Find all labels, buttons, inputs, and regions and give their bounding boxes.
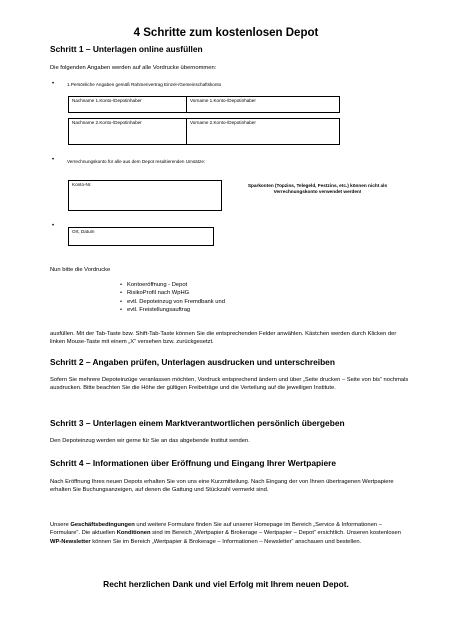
bullet-icon: • [52, 223, 55, 229]
konto-nr-field[interactable]: Konto-Nr. [68, 180, 222, 211]
step1-heading: Schritt 1 – Unterlagen online ausfüllen [50, 44, 203, 54]
step3-text: Den Depoteinzug werden wir gerne für Sie an das abgebende Institut senden. [50, 438, 250, 444]
step2-text: Sofern Sie mehrere Depoteinzüge veranlassen möchten, Vordruck entsprechend ändern und über „Seite drucken – Seite von bis“ nochmals ausdrucken. Bitte beachten Sie die Höhe der gültigen Freibeträge und die Verteilung auf die jeweiligen Institute. [50, 377, 409, 392]
ort-datum-field[interactable]: Ort, Datum [68, 227, 214, 246]
step1-intro: Die folgenden Angaben werden auf alle Vordrucke übernommen: [50, 65, 217, 71]
sparkonten-note: Sparkonten (Topzins, Telegeld, Festzins, etc.) können nicht als Verrechnungskonto verwendet werden! [247, 183, 388, 194]
list-item: • Kontoeröffnung - Depot [120, 281, 225, 289]
konditionen-text: Konditionen [116, 530, 151, 537]
bullet-icon: • [52, 81, 55, 87]
step3-heading: Schritt 3 – Unterlagen einem Marktverantwortlichen persönlich übergeben [50, 418, 345, 428]
vorname2-field[interactable]: Vorname 2.Konto-/Depotinhaber [186, 118, 340, 145]
list-item: • RisikoProfil nach WpHG [120, 289, 225, 297]
name1-field[interactable]: Nachname 1.Konto-/Depotinhaber [68, 96, 187, 113]
closing-thanks: Recht herzlichen Dank und viel Erfolg mit Ihrem neuen Depot. [103, 579, 349, 589]
list-item: • evtl. Depoteinzug von Fremdbank und [120, 298, 225, 306]
step4-text: Nach Eröffnung Ihres neuen Depots erhalten Sie von uns eine Kurzmitteilung. Nach Eingang der von Ihnen übertragenen Wertpapiere erhalten Sie Buchungsanzeigen, auf denen die Gattung und Stückzahl vermerkt sind. [50, 479, 394, 494]
geschaeftsbedingungen-text: Geschäftsbedingungen [70, 522, 135, 528]
step2-heading: Schritt 2 – Angaben prüfen, Unterlagen ausdrucken und unterschreiben [50, 357, 335, 367]
closing-paragraph: Unsere Geschäftsbedingungen und weitere Formulare finden Sie auf unserer Homepage im Bereich „Service & Informationen – Formulare“. Die aktuellen Konditionen sind im Bereich „Wertpapier & Brokerage – Wertpapier – Depot“ ersichtlich. Unseren kostenlosen WP-Newsletter können Sie im Bereich „Wertpapier & Brokerage – Informationen – Newsletter“ anschauen und bestellen. [50, 522, 401, 545]
vordrucke-intro: Nun bitte die Vordrucke [50, 267, 111, 273]
list-item: • evtl. Freistellungsauftrag [120, 306, 225, 314]
section1-label: 1.Persönliche Angaben gemäß Rahmenvertrag Einzel-/Gemeinschaftskonto [67, 82, 222, 87]
step1-instructions: ausfüllen. Mit der Tab-Taste bzw. Shift-Tab-Taste können Sie die entsprechenden Felder anwählen. Kästchen werden durch Klicken der linken Mouse-Taste mit einem „X“ versehen bzw. zurückgesetzt. [50, 331, 397, 346]
vordrucke-list [120, 281, 225, 315]
bullet-icon: • [52, 157, 55, 163]
page-title: 4 Schritte zum kostenlosen Depot [133, 27, 319, 39]
vorname1-field[interactable]: Vorname 1.Konto-/Depotinhaber [186, 96, 340, 113]
step4-heading: Schritt 4 – Informationen über Eröffnung und Eingang Ihrer Wertpapiere [50, 458, 337, 468]
section2-label: Verrechnungskonto für alle aus dem Depot resultierenden Umsätze: [67, 159, 206, 164]
newsletter-text: WP-Newsletter [50, 538, 91, 545]
name2-field[interactable]: Nachname 2.Konto-/Depotinhaber [68, 118, 187, 145]
